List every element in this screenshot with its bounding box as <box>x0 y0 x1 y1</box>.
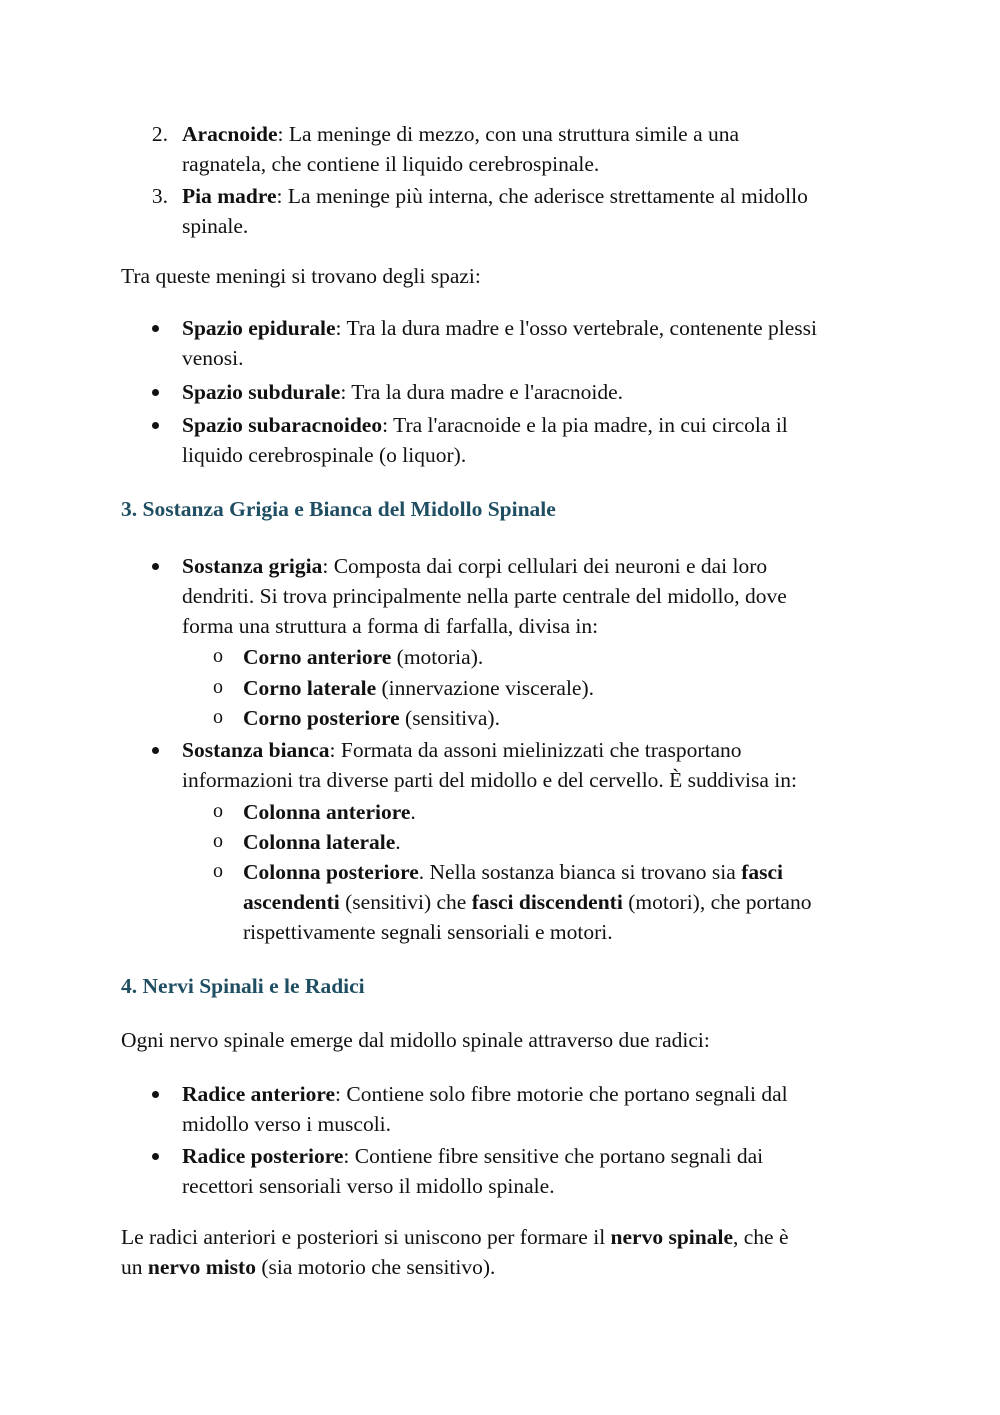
list-item-continuation: ragnatela, che contiene il liquido cerebrospinale. <box>182 152 600 176</box>
spaces-intro: Tra queste meningi si trovano degli spazi: <box>121 264 481 288</box>
circle-bullet-icon: o <box>213 830 223 852</box>
circle-bullet-icon: o <box>213 860 223 882</box>
circle-bullet-icon: o <box>213 800 223 822</box>
term: Pia madre <box>182 184 277 208</box>
sub-list-item-continuation: ascendenti (sensitivi) che fasci discendenti (motori), che portano <box>243 890 812 914</box>
list-item-continuation: liquido cerebrospinale (o liquor). <box>182 443 467 467</box>
section-heading: 4. Nervi Spinali e le Radici <box>121 974 365 998</box>
list-item-continuation: venosi. <box>182 346 244 370</box>
list-item: Spazio subaracnoideo: Tra l'aracnoide e la pia madre, in cui circola il <box>182 413 788 437</box>
sub-list-item: Corno anteriore (motoria). <box>243 645 484 669</box>
list-number: 2. <box>151 122 168 146</box>
list-item: Aracnoide: La meninge di mezzo, con una struttura simile a una <box>182 122 740 146</box>
paragraph-line: un nervo misto (sia motorio che sensitivo). <box>121 1255 496 1279</box>
list-item: Radice posteriore: Contiene fibre sensitive che portano segnali dai <box>182 1144 764 1168</box>
sub-list-item: Corno posteriore (sensitiva). <box>243 706 500 730</box>
sub-list-item: Corno laterale (innervazione viscerale). <box>243 676 595 700</box>
list-item-continuation: forma una struttura a forma di farfalla, divisa in: <box>182 614 599 638</box>
list-item: Radice anteriore: Contiene solo fibre motorie che portano segnali dal <box>182 1082 788 1106</box>
list-item: Sostanza bianca: Formata da assoni mielinizzati che trasportano <box>182 738 742 762</box>
circle-bullet-icon: o <box>213 645 223 667</box>
sub-list-item: Colonna posteriore. Nella sostanza bianca si trovano sia fasci <box>243 860 783 884</box>
circle-bullet-icon: o <box>213 706 223 728</box>
bullet-icon <box>152 1153 159 1160</box>
bullet-icon <box>152 422 159 429</box>
list-item-continuation: dendriti. Si trova principalmente nella parte centrale del midollo, dove <box>182 584 787 608</box>
bullet-icon <box>152 563 159 570</box>
sub-list-item: Colonna anteriore. <box>243 800 416 824</box>
list-item: Pia madre: La meninge più interna, che aderisce strettamente al midollo <box>182 184 808 208</box>
list-item-continuation: informazioni tra diverse parti del midollo e del cervello. È suddivisa in: <box>182 768 797 792</box>
bullet-icon <box>152 747 159 754</box>
sub-list-item-continuation: rispettivamente segnali sensoriali e motori. <box>243 920 613 944</box>
list-item-continuation: midollo verso i muscoli. <box>182 1112 392 1136</box>
term: Aracnoide <box>182 122 278 146</box>
bullet-icon <box>152 325 159 332</box>
list-item: Sostanza grigia: Composta dai corpi cellulari dei neuroni e dai loro <box>182 554 768 578</box>
list-number: 3. <box>151 184 168 208</box>
list-item: Spazio subdurale: Tra la dura madre e l'aracnoide. <box>182 380 623 404</box>
circle-bullet-icon: o <box>213 676 223 698</box>
section-heading: 3. Sostanza Grigia e Bianca del Midollo Spinale <box>121 497 556 521</box>
bullet-icon <box>152 1091 159 1098</box>
paragraph-line: Le radici anteriori e posteriori si uniscono per formare il nervo spinale, che è <box>121 1225 789 1249</box>
sub-list-item: Colonna laterale. <box>243 830 401 854</box>
list-item-continuation: spinale. <box>182 214 249 238</box>
bullet-icon <box>152 389 159 396</box>
list-item: Spazio epidurale: Tra la dura madre e l'osso vertebrale, contenente plessi <box>182 316 818 340</box>
list-item-continuation: recettori sensoriali verso il midollo spinale. <box>182 1174 555 1198</box>
section-intro: Ogni nervo spinale emerge dal midollo spinale attraverso due radici: <box>121 1028 710 1052</box>
